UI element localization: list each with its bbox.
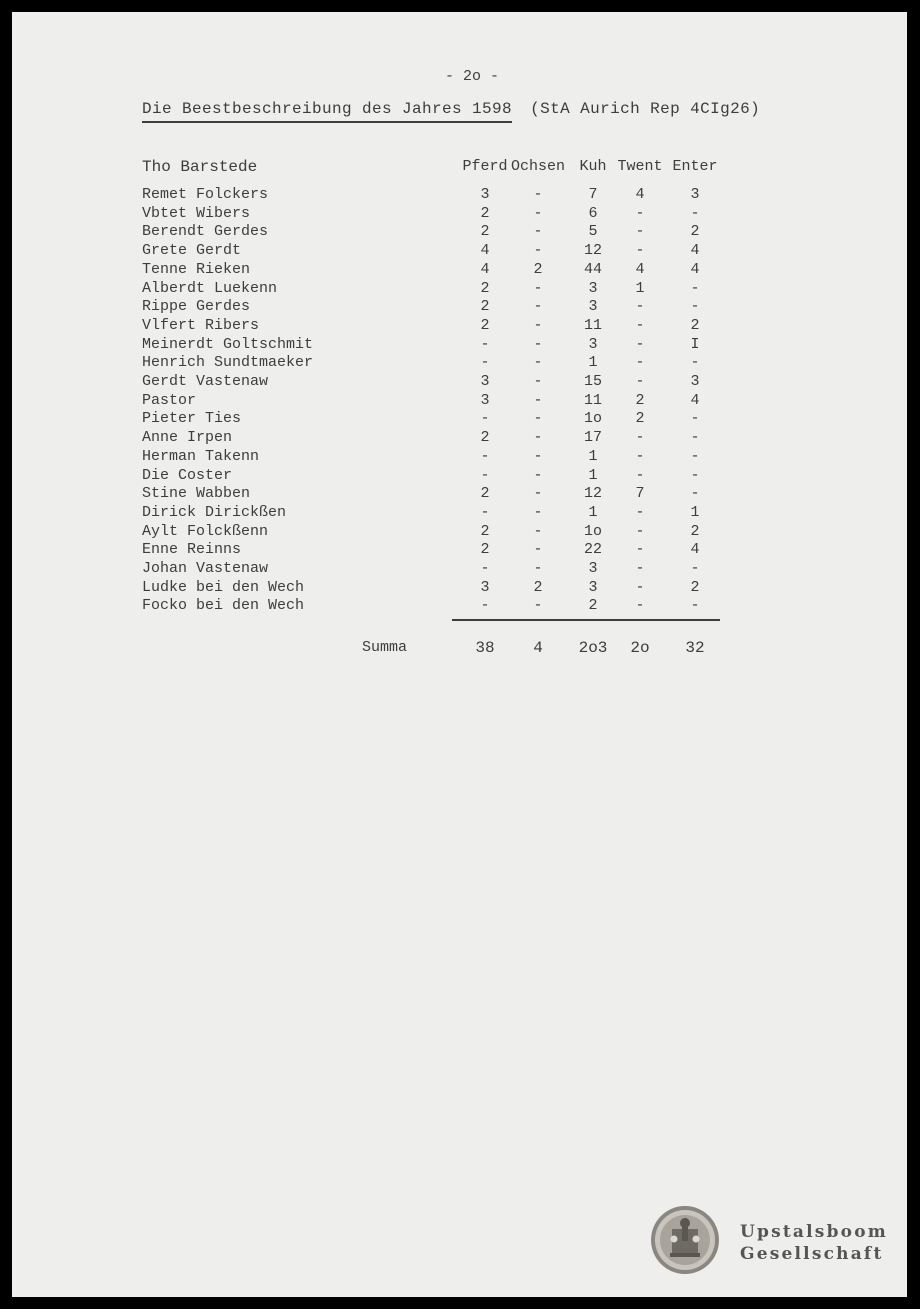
column-header-ochsen: Ochsen [510,158,565,175]
row-name: Johan Vastenaw [142,560,269,577]
cell-pferd: - [480,560,490,577]
cell-ochsen: - [533,223,543,241]
cell-enter: - [690,485,700,503]
source-reference: (StA Aurich Rep 4CIg26) [530,100,761,118]
cell-pferd: 2 [480,522,490,540]
cell-twent: 4 [635,260,645,278]
row-name: Gerdt Vastenaw [142,373,269,390]
cell-twent: 7 [635,485,645,503]
row-name: Henrich Sundtmaeker [142,354,314,372]
column-header-twent: Twent [617,158,663,175]
society-logo [740,1221,888,1265]
cell-enter: - [690,447,700,465]
cell-kuh: 5 [588,223,598,241]
row-name: Alberdt Luekenn [142,279,278,297]
row-name: Vbtet Wibers [142,204,251,222]
cell-pferd: - [480,410,490,428]
cell-enter: - [690,597,700,615]
cell-ochsen: - [533,522,543,540]
cell-pferd: - [480,597,490,615]
cell-ochsen: - [533,503,543,521]
row-name: Vlfert Ribers [142,316,260,334]
cell-ochsen: - [533,447,543,465]
row-name: Die Coster [142,466,233,484]
row-name: Grete Gerdt [142,242,242,260]
cell-ochsen: - [533,316,543,334]
cell-kuh: 1o [583,410,602,428]
cell-pferd: 3 [480,186,490,203]
cell-kuh: 44 [583,260,602,278]
cell-pferd: 4 [480,242,490,260]
cell-twent: - [635,522,645,540]
column-header-kuh: Kuh [579,158,607,175]
cell-kuh: 17 [583,429,602,447]
row-name: Herman Takenn [142,447,260,465]
title-text: Die Beestbeschreibung des Jahres 1598 [142,100,512,123]
cell-twent: 2 [635,391,645,409]
cell-enter: 4 [690,541,700,559]
row-name: Meinerdt Goltschmit [142,335,314,353]
cell-kuh: 6 [588,204,598,222]
cell-pferd: 2 [480,541,490,559]
cell-pferd: 3 [480,578,490,596]
cell-twent: - [635,578,645,596]
row-name: Anne Irpen [142,429,233,447]
cell-enter: 4 [690,242,700,260]
cell-ochsen: - [533,242,543,260]
document-page [12,12,907,1297]
row-name: Ludke bei den Wech [142,578,305,596]
cell-ochsen: - [533,391,543,409]
cell-kuh: 1 [588,503,598,521]
cell-ochsen: 2 [533,578,543,596]
cell-enter: I [690,335,700,353]
cell-kuh: 3 [588,298,598,316]
cell-pferd: 2 [480,485,490,503]
summa-label: Summa [362,639,408,656]
cell-pferd: - [480,447,490,465]
cell-twent: - [635,373,645,390]
cell-twent: 4 [635,186,645,203]
cell-enter: 2 [690,223,700,241]
cell-twent: - [635,298,645,316]
cell-kuh: 12 [583,242,602,260]
cell-pferd: 2 [480,429,490,447]
cell-twent: - [635,447,645,465]
brand-line-2: Gesellschaft [740,1244,884,1264]
cell-enter: 2 [690,316,700,334]
cell-enter: - [690,560,700,577]
cell-ochsen: - [533,354,543,372]
cell-enter: - [690,298,700,316]
cell-kuh: 1 [588,354,598,372]
row-name: Dirick Dirickßen [142,503,287,521]
cell-ochsen: - [533,279,543,297]
cell-kuh: 11 [583,316,602,334]
cell-pferd: 4 [480,260,490,278]
cell-twent: - [635,242,645,260]
cell-enter: 3 [690,373,700,390]
cell-pferd: - [480,335,490,353]
column-header-enter: Enter [672,158,718,175]
brand-line-1: Upstalsboom [740,1222,888,1242]
cell-kuh: 2 [588,597,598,615]
cell-enter: - [690,466,700,484]
cell-twent: 1 [635,279,645,297]
cell-ochsen: - [533,335,543,353]
cell-twent: - [635,466,645,484]
cell-ochsen: - [533,410,543,428]
cell-enter: 1 [690,503,700,521]
cell-kuh: 12 [583,485,602,503]
cell-twent: 2 [635,410,645,428]
total-kuh: 2o3 [578,639,608,657]
cell-pferd: - [480,354,490,372]
cell-ochsen: - [533,298,543,316]
cell-twent: - [635,503,645,521]
cell-twent: - [635,335,645,353]
cell-ochsen: - [533,186,543,203]
cell-enter: - [690,204,700,222]
cell-pferd: 3 [480,391,490,409]
cell-ochsen: - [533,485,543,503]
row-name: Berendt Gerdes [142,223,269,241]
row-name: Pastor [142,391,197,409]
cell-enter: - [690,279,700,297]
row-name: Stine Wabben [142,485,251,503]
row-name: Enne Reinns [142,541,242,559]
cell-twent: - [635,560,645,577]
cell-ochsen: - [533,373,543,390]
row-name: Pieter Ties [142,410,242,428]
row-name: Aylt Folckßenn [142,522,269,540]
cell-enter: 4 [690,391,700,409]
column-header-pferd: Pferd [462,158,508,175]
cell-kuh: 1 [588,447,598,465]
cell-enter: 4 [690,260,700,278]
cell-enter: - [690,429,700,447]
cell-kuh: 22 [583,541,602,559]
cell-ochsen: - [533,429,543,447]
cell-twent: - [635,316,645,334]
cell-kuh: 3 [588,335,598,353]
cell-pferd: 3 [480,373,490,390]
cell-ochsen: - [533,466,543,484]
cell-pferd: - [480,503,490,521]
cell-twent: - [635,223,645,241]
cell-kuh: 7 [588,186,598,203]
cell-enter: 3 [690,186,700,203]
cell-pferd: 2 [480,279,490,297]
cell-enter: - [690,354,700,372]
cell-pferd: 2 [480,298,490,316]
cell-kuh: 15 [583,373,602,390]
row-name: Remet Folckers [142,186,269,203]
row-name: Rippe Gerdes [142,298,251,316]
cell-enter: 2 [690,578,700,596]
cell-enter: - [690,410,700,428]
total-pferd: 38 [475,639,495,657]
cell-twent: - [635,354,645,372]
cell-pferd: - [480,466,490,484]
cell-kuh: 1 [588,466,598,484]
cell-kuh: 3 [588,560,598,577]
society-seal-icon [650,1205,720,1275]
row-name: Tenne Rieken [142,260,251,278]
total-rule [452,619,720,621]
cell-ochsen: - [533,204,543,222]
total-enter: 32 [685,639,705,657]
cell-ochsen: - [533,597,543,615]
document-title [142,100,760,118]
row-name: Focko bei den Wech [142,597,305,615]
page-number: - 2o - [444,68,499,85]
cell-pferd: 2 [480,316,490,334]
cell-twent: - [635,597,645,615]
cell-twent: - [635,429,645,447]
cell-kuh: 1o [583,522,602,540]
cell-ochsen: - [533,541,543,559]
cell-ochsen: - [533,560,543,577]
cell-ochsen: 2 [533,260,543,278]
village-name: Tho Barstede [142,158,258,176]
cell-kuh: 3 [588,578,598,596]
cell-twent: - [635,541,645,559]
cell-twent: - [635,204,645,222]
cell-kuh: 11 [583,391,602,409]
cell-kuh: 3 [588,279,598,297]
cell-pferd: 2 [480,223,490,241]
total-ochsen: 4 [533,639,543,657]
cell-enter: 2 [690,522,700,540]
total-twent: 2o [630,639,650,657]
cell-pferd: 2 [480,204,490,222]
